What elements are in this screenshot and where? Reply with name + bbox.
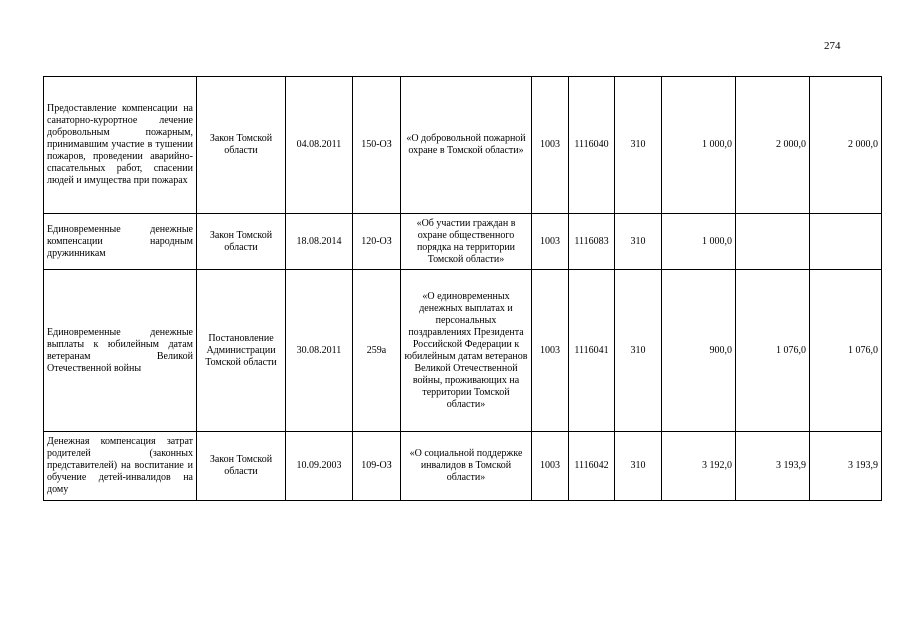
cell-number: 259а <box>353 270 401 432</box>
cell-target: 1116042 <box>569 432 615 501</box>
cell-doc-type: Постановление Администрации Томской области <box>197 270 286 432</box>
cell-section: 1003 <box>532 77 569 214</box>
cell-section: 1003 <box>532 432 569 501</box>
cell-kind: 310 <box>615 77 662 214</box>
cell-target: 1116083 <box>569 214 615 270</box>
cell-sum-3: 3 193,9 <box>810 432 882 501</box>
cell-sum-2: 1 076,0 <box>736 270 810 432</box>
cell-target: 1116041 <box>569 270 615 432</box>
cell-doc-type: Закон Томской области <box>197 214 286 270</box>
table-row <box>44 270 882 432</box>
cell-sum-3 <box>810 214 882 270</box>
table-row <box>44 214 882 270</box>
cell-kind: 310 <box>615 214 662 270</box>
cell-number: 120-ОЗ <box>353 214 401 270</box>
cell-title: «О социальной поддержке инвалидов в Томской области» <box>401 432 532 501</box>
cell-section: 1003 <box>532 214 569 270</box>
budget-table <box>43 76 882 501</box>
cell-kind: 310 <box>615 432 662 501</box>
cell-sum-2 <box>736 214 810 270</box>
cell-sum-1: 1 000,0 <box>662 77 736 214</box>
cell-sum-2: 3 193,9 <box>736 432 810 501</box>
cell-date: 30.08.2011 <box>286 270 353 432</box>
cell-sum-3: 2 000,0 <box>810 77 882 214</box>
cell-date: 18.08.2014 <box>286 214 353 270</box>
cell-name: Единовременные денежные выплаты к юбилейным датам ветеранам Великой Отечественной войны <box>44 270 197 432</box>
cell-title: «Об участии граждан в охране общественного порядка на территории Томской области» <box>401 214 532 270</box>
cell-sum-1: 1 000,0 <box>662 214 736 270</box>
cell-number: 150-ОЗ <box>353 77 401 214</box>
cell-sum-3: 1 076,0 <box>810 270 882 432</box>
cell-sum-2: 2 000,0 <box>736 77 810 214</box>
cell-sum-1: 900,0 <box>662 270 736 432</box>
cell-name: Денежная компенсация затрат родителей (законных представителей) на воспитание и обучение детей-инвалидов на дому <box>44 432 197 501</box>
table-row <box>44 432 882 501</box>
cell-title: «О единовременных денежных выплатах и персональных поздравлениях Президента Российской Федерации к юбилейным датам ветеранов Великой Отечественной войны, проживающих на территории Томской области» <box>401 270 532 432</box>
cell-sum-1: 3 192,0 <box>662 432 736 501</box>
cell-date: 04.08.2011 <box>286 77 353 214</box>
page-number: 274 <box>824 40 841 52</box>
cell-doc-type: Закон Томской области <box>197 432 286 501</box>
cell-kind: 310 <box>615 270 662 432</box>
cell-name: Единовременные денежные компенсации народным дружинникам <box>44 214 197 270</box>
cell-doc-type: Закон Томской области <box>197 77 286 214</box>
cell-name: Предоставление компенсации на санаторно-курортное лечение добровольным пожарным, принимавшим участие в тушении пожаров, проведении аварийно-спасательных работ, спасении людей и имущества при пожарах <box>44 77 197 214</box>
cell-target: 1116040 <box>569 77 615 214</box>
cell-date: 10.09.2003 <box>286 432 353 501</box>
cell-title: «О добровольной пожарной охране в Томской области» <box>401 77 532 214</box>
table-row <box>44 77 882 214</box>
cell-section: 1003 <box>532 270 569 432</box>
cell-number: 109-ОЗ <box>353 432 401 501</box>
